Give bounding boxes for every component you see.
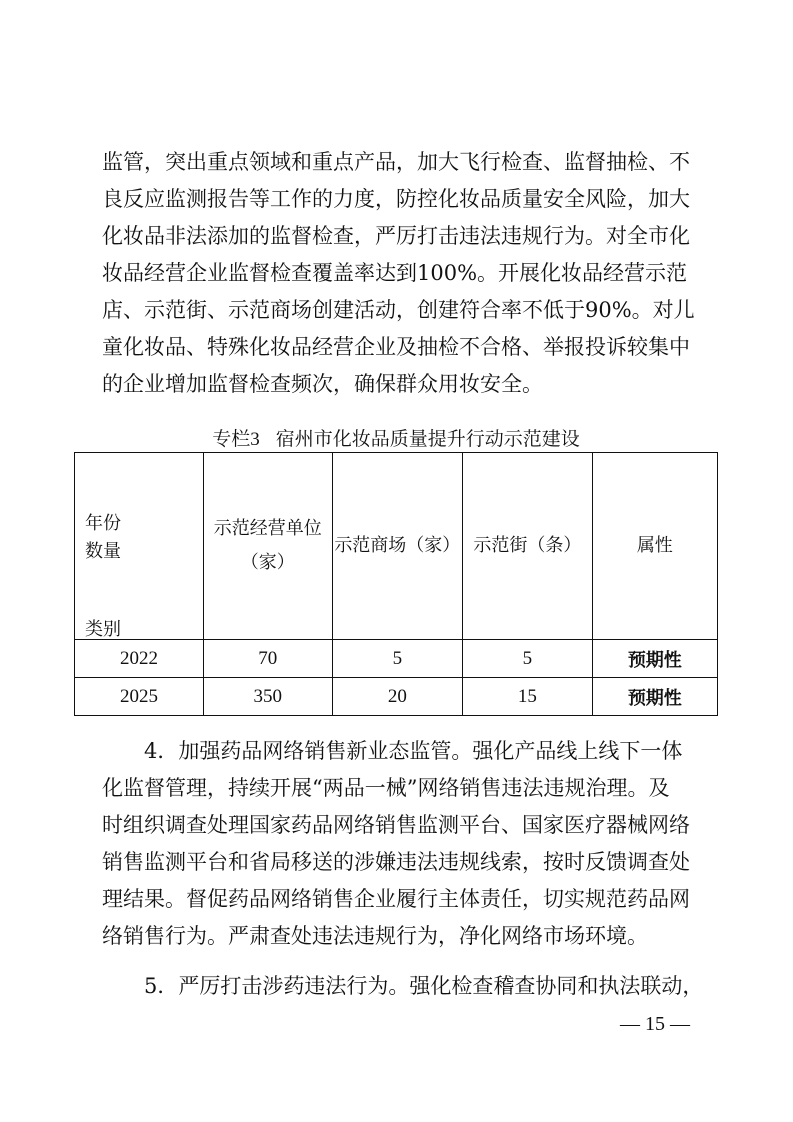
text-line: 4．加强药品网络销售新业态监管。强化产品线上线下一体 — [102, 739, 683, 763]
table-row — [75, 640, 718, 678]
page-number: — 15 — — [620, 1013, 690, 1035]
header-demo-units — [204, 453, 333, 640]
table-caption-number: 专栏3 — [212, 429, 260, 450]
table-caption-title: 宿州市化妆品质量提升行动示范建设 — [275, 428, 580, 450]
header-demo-malls: 示范商场（家） — [332, 453, 463, 640]
text-line: 良反应监测报告等工作的力度，防控化妆品质量安全风险，加大 — [102, 187, 690, 211]
cell-streets: 5 — [463, 640, 593, 678]
cell-attribute: 预期性 — [592, 678, 717, 716]
table-header-row — [75, 453, 718, 640]
text-line: 理结果。督促药品网络销售企业履行主体责任，切实规范药品网 — [102, 887, 690, 911]
paragraph-drug-crime — [102, 968, 704, 1005]
cell-year: 2022 — [75, 640, 204, 678]
header-attribute: 属性 — [592, 453, 717, 640]
cell-year: 2025 — [75, 678, 204, 716]
text-line: 化监督管理，持续开展“两品一械”网络销售违法违规治理。及 — [102, 776, 670, 800]
text-line: 妆品经营企业监督检查覆盖率达到100%。开展化妆品经营示范 — [102, 261, 688, 285]
text-line: 销售监测平台和省局移送的涉嫌违法违规线索，按时反馈调查处 — [102, 850, 690, 874]
text-line: 童化妆品、特殊化妆品经营企业及抽检不合格、举报投诉较集中 — [102, 335, 690, 359]
cell-streets: 15 — [463, 678, 593, 716]
paragraph-online-drug-sales — [102, 733, 694, 955]
header-demo-units-line2: （家） — [240, 552, 295, 573]
text-line: 的企业增加监督检查频次，确保群众用妆安全。 — [102, 372, 543, 396]
text-line: 化妆品非法添加的监督检查，严厉打击违法违规行为。对全市化 — [102, 224, 690, 248]
corner-label-year: 年份 — [85, 513, 121, 534]
cell-malls: 20 — [332, 678, 463, 716]
table-corner-cell — [75, 453, 204, 640]
corner-label-quantity: 数量 — [85, 541, 121, 562]
header-demo-units-line1: 示范经营单位 — [213, 518, 322, 539]
paragraph-cosmetics-supervision — [102, 144, 694, 403]
text-line: 店、示范街、示范商场创建活动，创建符合率不低于90%。对儿 — [102, 298, 695, 322]
text-line: 时组织调查处理国家药品网络销售监测平台、国家医疗器械网络 — [102, 813, 690, 837]
corner-label-category: 类别 — [85, 619, 121, 640]
text-line: 5．严厉打击涉药违法行为。强化检查稽查协同和执法联动， — [102, 974, 704, 998]
table-caption — [74, 424, 718, 451]
cell-units: 350 — [204, 678, 333, 716]
text-line: 络销售行为。严肃查处违法违规行为，净化网络市场环境。 — [102, 924, 648, 948]
cell-attribute: 预期性 — [592, 640, 717, 678]
header-demo-streets: 示范街（条） — [463, 453, 593, 640]
table-row — [75, 678, 718, 716]
cell-malls: 5 — [332, 640, 463, 678]
cell-units: 70 — [204, 640, 333, 678]
text-line: 监管，突出重点领域和重点产品，加大飞行检查、监督抽检、不 — [102, 150, 690, 174]
demonstration-table — [74, 452, 718, 716]
